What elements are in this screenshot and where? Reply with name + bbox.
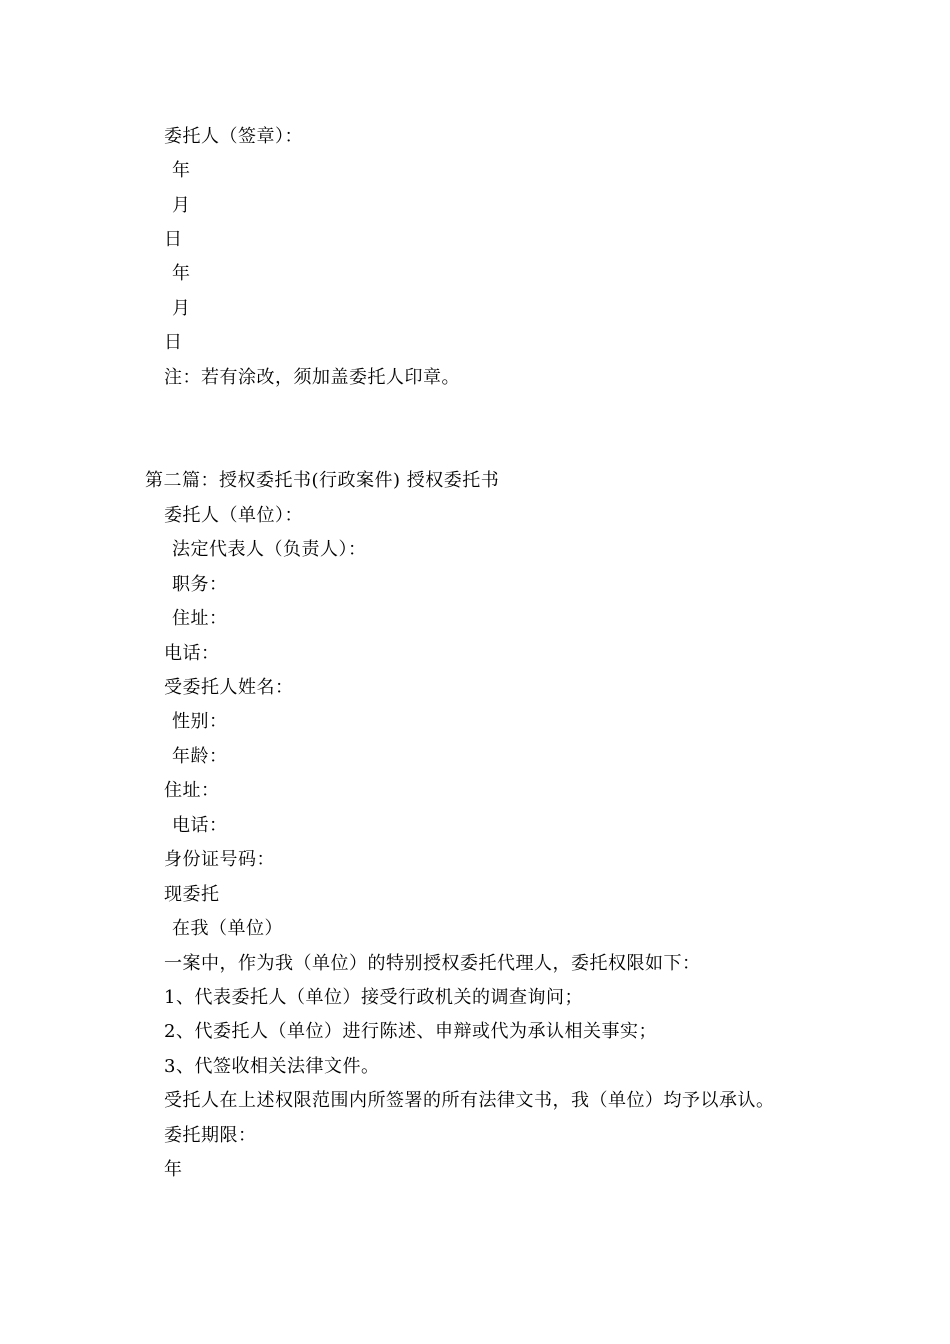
in-unit-text: 在我（单位） xyxy=(172,918,283,939)
legal-rep-label: 法定代表人（负责人）： xyxy=(172,539,367,560)
date-year-2: 年 xyxy=(172,263,191,284)
acknowledgement-text: 受托人在上述权限范围内所签署的所有法律文书，我（单位）均予以承认。 xyxy=(164,1090,775,1111)
authority-item-2: 2、代委托人（单位）进行陈述、申辩或代为承认相关事实； xyxy=(164,1021,657,1042)
principal-unit-label: 委托人（单位）： xyxy=(164,505,303,526)
date-day-2: 日 xyxy=(164,332,183,353)
address-label-1: 住址： xyxy=(172,608,228,629)
authority-item-1: 1、代表委托人（单位）接受行政机关的调查询问； xyxy=(164,987,583,1008)
id-number-label: 身份证号码： xyxy=(164,849,275,870)
gender-label: 性别： xyxy=(172,711,228,732)
phone-label-1: 电话： xyxy=(164,643,220,664)
authority-item-3: 3、代签收相关法律文件。 xyxy=(164,1056,380,1077)
date-day-1: 日 xyxy=(164,229,183,250)
signature-label: 委托人（签章）： xyxy=(164,126,303,147)
age-label: 年龄： xyxy=(172,746,228,767)
section-heading: 第二篇：授权委托书(行政案件) 授权委托书 xyxy=(145,470,500,491)
date-year-1: 年 xyxy=(172,160,191,181)
agent-name-label: 受委托人姓名： xyxy=(164,677,294,698)
phone-label-2: 电话： xyxy=(172,815,228,836)
note-text: 注：若有涂改，须加盖委托人印章。 xyxy=(164,367,460,388)
term-year: 年 xyxy=(164,1159,183,1180)
address-label-2: 住址： xyxy=(164,780,220,801)
term-label: 委托期限： xyxy=(164,1125,257,1146)
case-statement: 一案中，作为我（单位）的特别授权委托代理人，委托权限如下： xyxy=(164,953,701,974)
date-month-2: 月 xyxy=(172,298,191,319)
position-label: 职务： xyxy=(172,574,228,595)
now-entrust-text: 现委托 xyxy=(164,884,220,905)
date-month-1: 月 xyxy=(172,195,191,216)
